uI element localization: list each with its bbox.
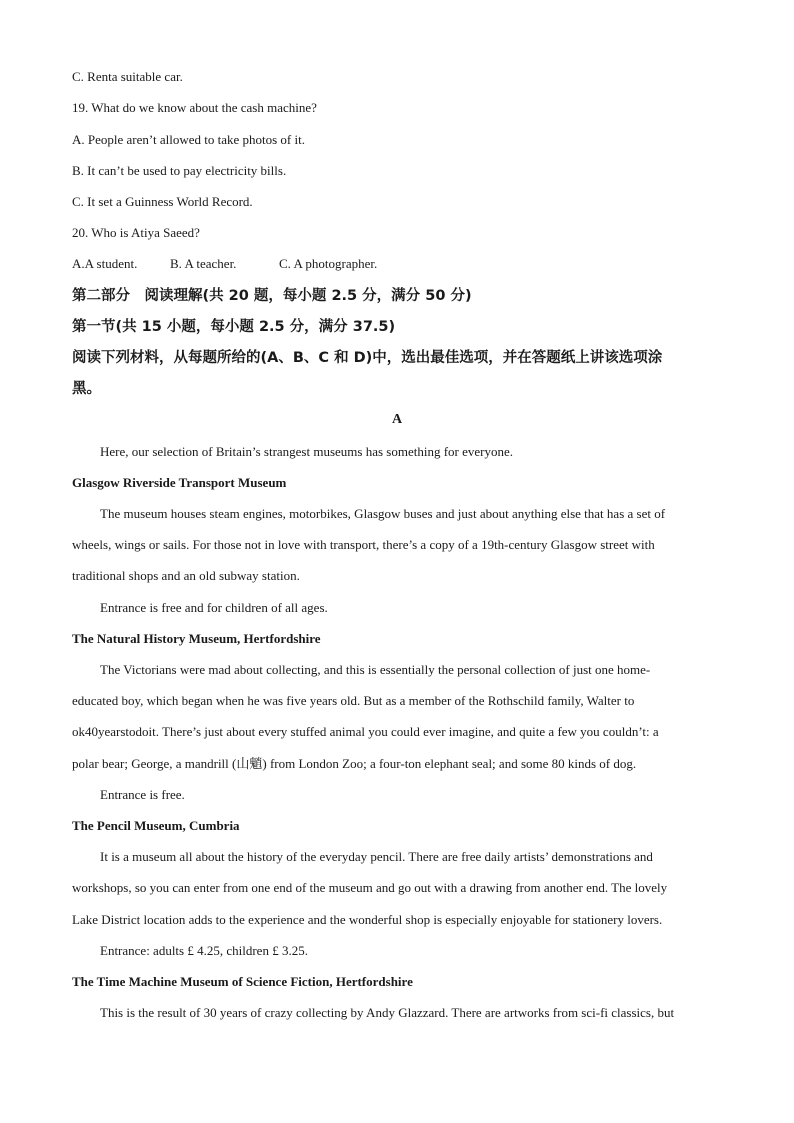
q19-option-b: B. It can’t be used to pay electricity bills. [72,163,287,178]
instruction-line-1: 阅读下列材料，从每题所给的(A、B、C 和 D)中，选出最佳选项，并在答题纸上讲该选项涂 [72,350,663,366]
museum-text-line: It is a museum all about the history of the everyday pencil. There are free daily artists’ demonstrations and [100,849,653,864]
museum-text-line: The Victorians were mad about collecting, and this is essentially the personal collection of just one home- [100,662,651,677]
q19-option-c: C. It set a Guinness World Record. [72,194,253,209]
museum-entrance: Entrance: adults £ 4.25, children £ 3.25. [100,943,308,958]
museum-text-line: This is the result of 30 years of crazy collecting by Andy Glazzard. There are artworks from sci-fi classics, but [100,1005,675,1020]
passage-intro: Here, our selection of Britain’s strangest museums has something for everyone. [100,444,514,459]
section-two-title: 第二部分 阅读理解(共 20 题，每小题 2.5 分，满分 50 分) [72,288,472,304]
museum-text-line: workshops, so you can enter from one end of the museum and go out with a drawing from another end. The lovely [72,880,668,895]
museum-text-line: ok40yearstodoit. There’s just about every stuffed animal you could ever imagine, and quite a few you couldn’t: a [72,724,659,739]
museum-heading: The Natural History Museum, Hertfordshire [72,631,321,646]
museum-text-line: wheels, wings or sails. For those not in love with transport, there’s a copy of a 19th-century Glasgow street with [72,537,655,552]
museum-heading: Glasgow Riverside Transport Museum [72,475,287,490]
museum-text-line: educated boy, which began when he was five years old. But as a member of the Rothschild family, Walter to [72,693,635,708]
q20-option-a: A.A student. [72,256,138,271]
q18-option-c: C. Renta suitable car. [72,69,183,84]
part-one-title: 第一节(共 15 小题，每小题 2.5 分，满分 37.5) [72,319,396,335]
instruction-line-2: 黑。 [72,381,101,397]
museum-text-line: polar bear; George, a mandrill (山魈) from London Zoo; a four-ton elephant seal; and some 80 kinds of dog. [72,756,637,771]
q20-option-b: B. A teacher. [170,256,237,271]
q19-option-a: A. People aren’t allowed to take photos of it. [72,132,305,147]
museum-entrance: Entrance is free. [100,787,185,802]
museum-heading: The Time Machine Museum of Science Fiction, Hertfordshire [72,974,413,989]
q20-options [72,256,722,272]
museum-entrance: Entrance is free and for children of all ages. [100,600,328,615]
passage-label: A [391,412,403,427]
museum-text-line: Lake District location adds to the experience and the wonderful shop is especially enjoyable for stationery lovers. [72,912,663,927]
q20-question: 20. Who is Atiya Saeed? [72,225,200,240]
museum-heading: The Pencil Museum, Cumbria [72,818,240,833]
museum-text-line: traditional shops and an old subway station. [72,568,300,583]
museum-text-line: The museum houses steam engines, motorbikes, Glasgow buses and just about anything else that has a set of [100,506,666,521]
q19-question: 19. What do we know about the cash machine? [72,100,317,115]
q20-option-c: C. A photographer. [279,256,378,271]
